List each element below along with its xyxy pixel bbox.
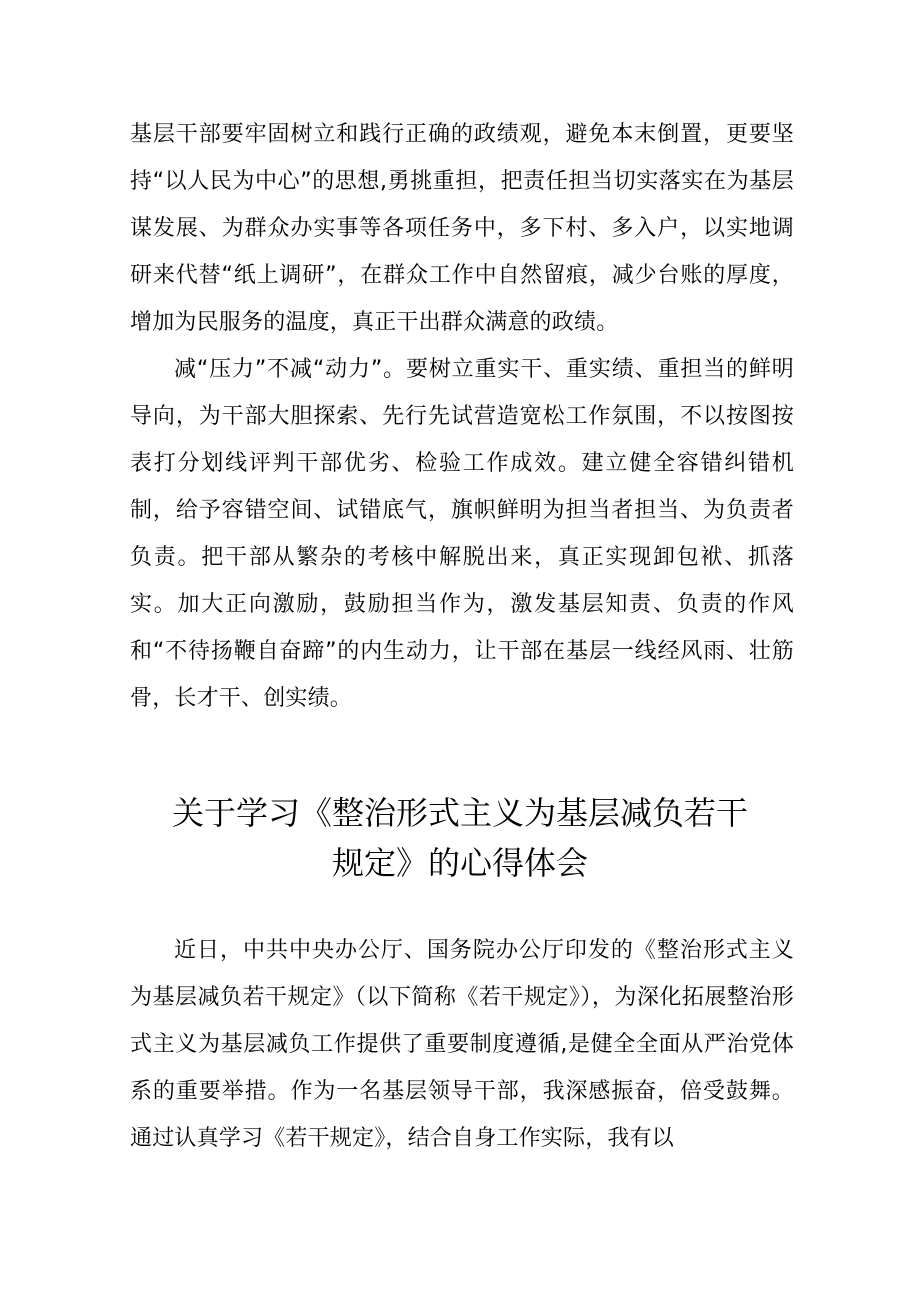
body-section-3	[130, 927, 794, 1162]
article-title	[100, 788, 820, 888]
paragraph-reduce-pressure: 减“压力”不减“动力”。要树立重实干、重实绩、重担当的鲜明导向，为干部大胆探索、先行先试营造宽松工作氛围，不以按图按表打分划线评判干部优劣、检验工作成效。建立健全容错纠错机制，给予容错空间、试错底气，旗帜鲜明为担当者担当、为负责者负责。把干部从繁杂的考核中解脱出来，真正实现卸包袱、抓落实。加大正向激励，鼓励担当作为，激发基层知责、负责的作风和“不待扬鞭自奋蹄”的内生动力，让干部在基层一线经风雨、壮筋骨，长才干、创实绩。	[130, 357, 794, 711]
article-title-line-2: 规定》的心得体会	[331, 844, 588, 882]
body-section-1	[130, 111, 794, 346]
article-title-line-1: 关于学习《整治形式主义为基层减负若干	[171, 794, 748, 832]
body-section-2	[130, 346, 794, 722]
continued-paragraph: 基层干部要牢固树立和践行正确的政绩观，避免本末倒置，更要坚持“以人民为中心”的思想,勇挑重担，把责任担当切实落实在为基层谋发展、为群众办实事等各项任务中，多下村、多入户，以实地调研来代替“纸上调研”，在群众工作中自然留痕，减少台账的厚度，增加为民服务的温度，真正干出群众满意的政绩。	[130, 122, 794, 335]
paragraph-intro: 近日，中共中央办公厅、国务院办公厅印发的《整治形式主义为基层减负若干规定》（以下简称《若干规定》），为深化拓展整治形式主义为基层减负工作提供了重要制度遵循,是健全全面从严治党体系的重要举措。作为一名基层领导干部，我深感振奋，倍受鼓舞。通过认真学习《若干规定》，结合自身工作实际，我有以	[130, 938, 794, 1151]
